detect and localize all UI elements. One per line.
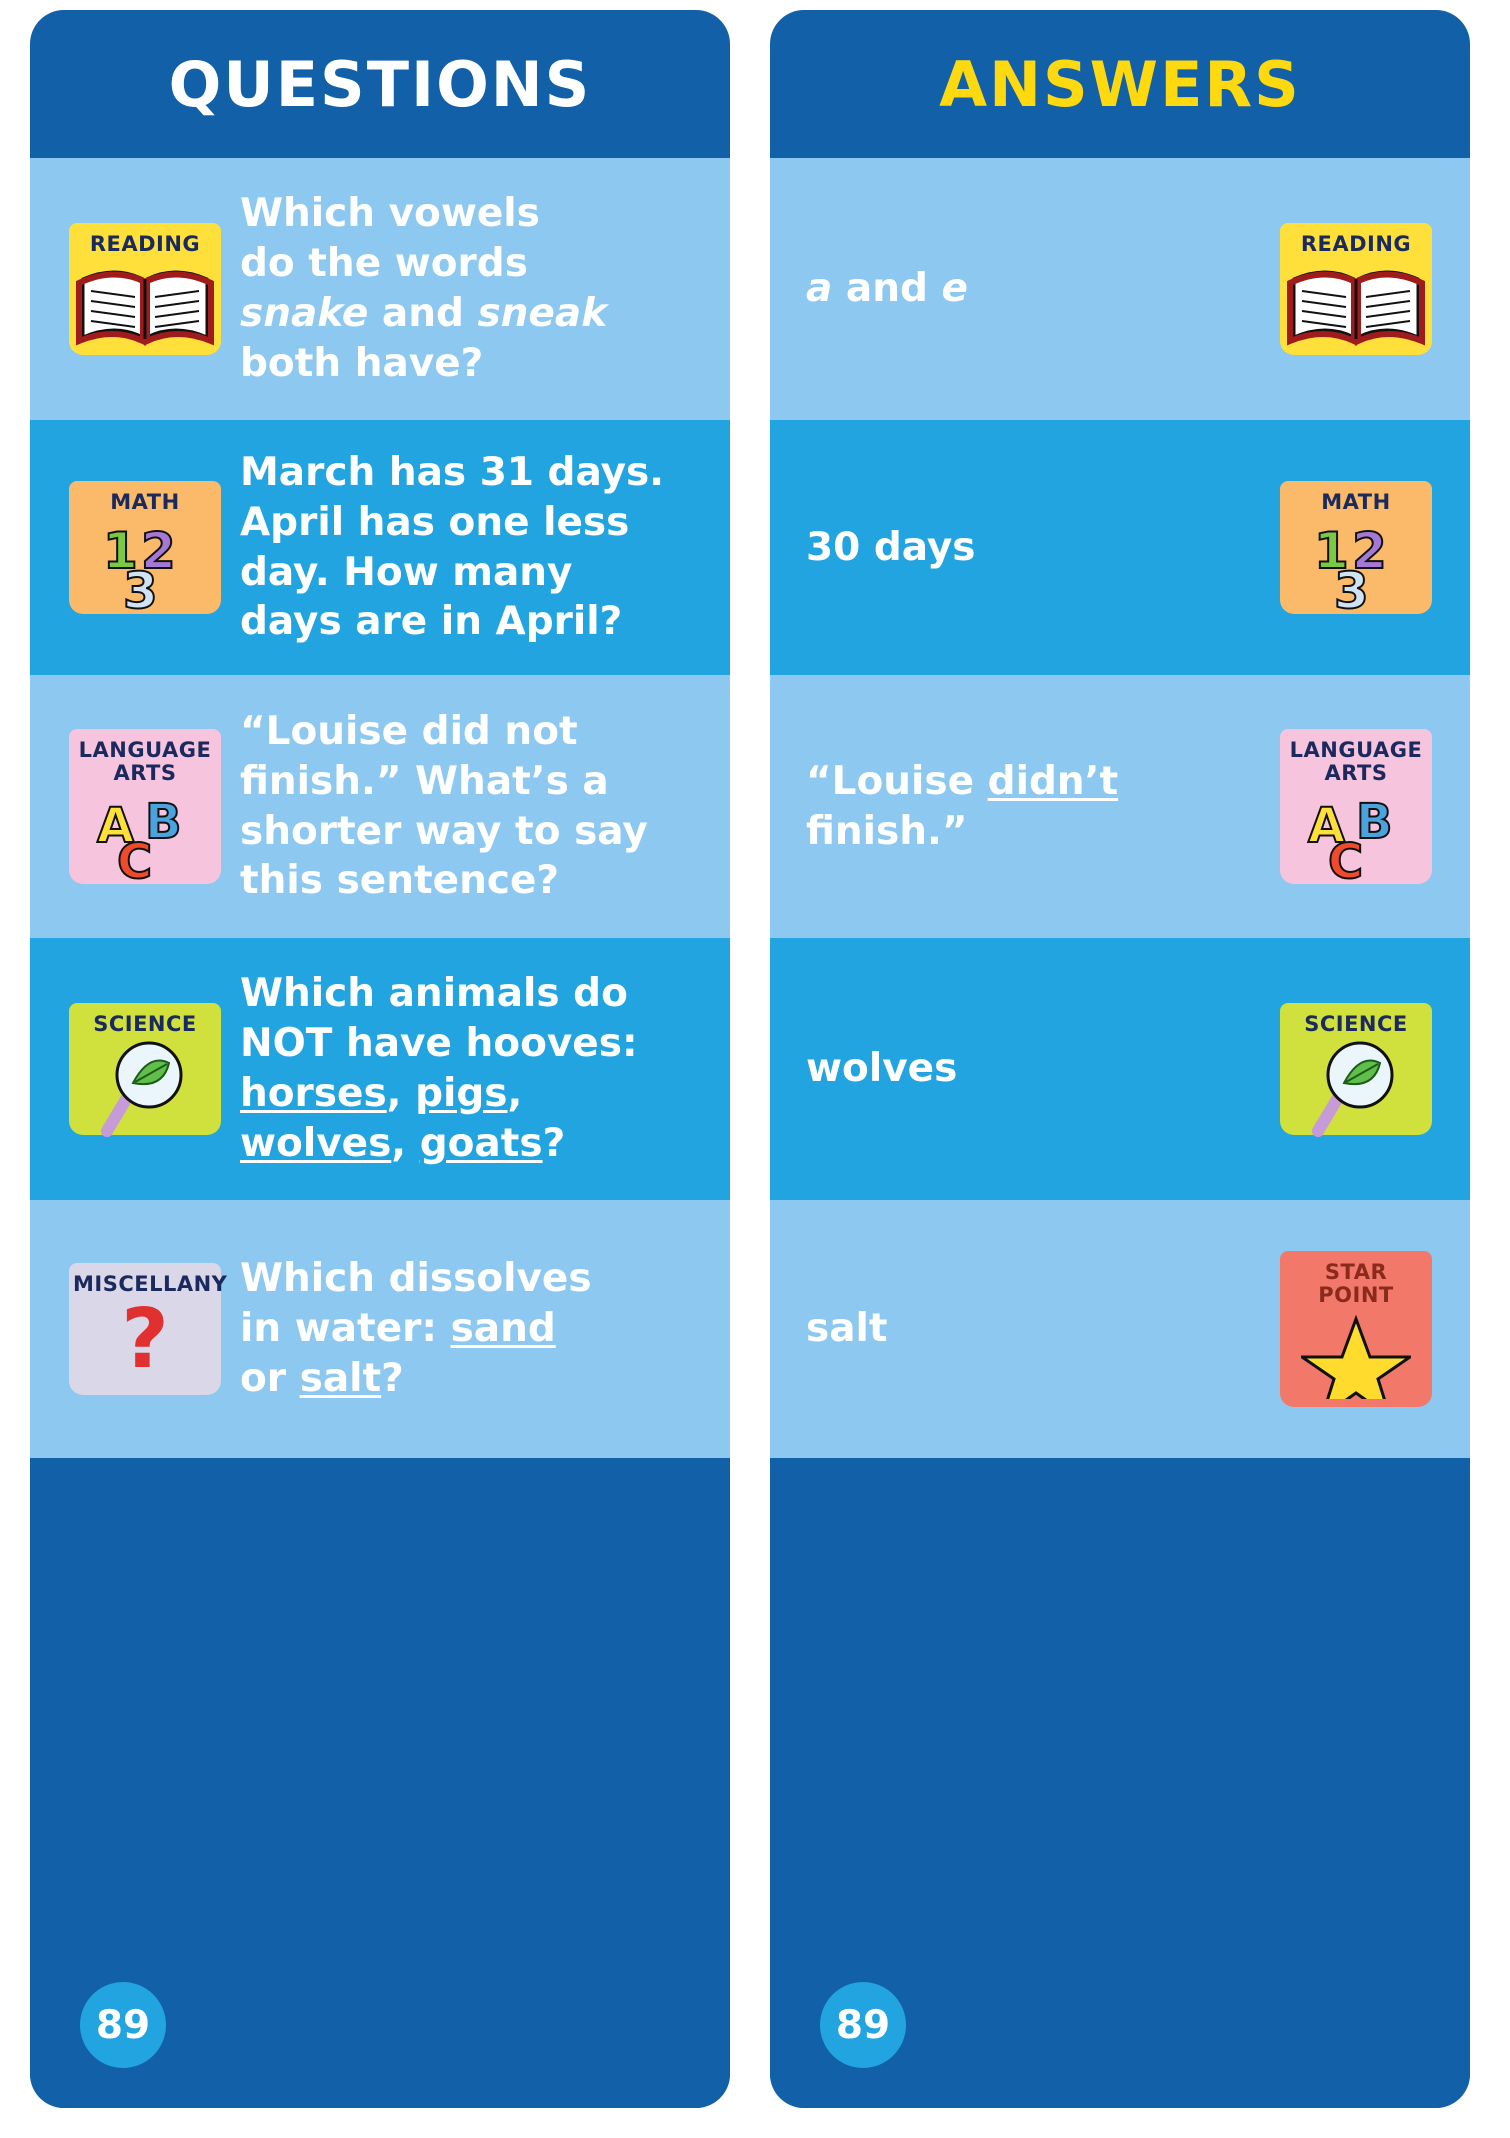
subject-tag-science [69,1003,221,1136]
answer-text: 30 days [806,524,976,570]
page-title: ANSWERS [939,47,1301,121]
subject-tag-miscellany [69,1263,228,1396]
tag-slot [1266,223,1446,356]
answer-row-reading[interactable] [770,158,1470,420]
tag-label: MATH [1321,490,1391,515]
answers-header [770,10,1470,158]
answer-row-star-point[interactable] [770,1200,1470,1458]
question-row-language-arts[interactable] [30,675,730,938]
question-text: “Louise did not finish.” What’s a shorter way to say this sentence? [240,708,648,904]
subject-tag-science [1280,1003,1432,1136]
tag-slot [60,729,230,887]
tag-label: MISCELLANY [73,1271,228,1296]
question-row-miscellany[interactable] [30,1200,730,1458]
subject-tag-math [69,481,221,614]
answer-text: a and e [806,266,968,312]
magnifying-glass-leaf-icon [73,1037,217,1123]
answers-card [770,10,1470,2108]
tag-slot [60,223,230,356]
question-row-math[interactable] [30,420,730,675]
svg-text:A: A [1308,798,1346,855]
subject-tag-reading [1280,223,1432,356]
tag-label: READING [89,231,201,256]
subject-tag-language-arts [1280,729,1432,887]
answers-footer [770,1942,1470,2108]
questions-header [30,10,730,158]
answer-text: wolves [806,1046,958,1092]
star-icon [1284,1309,1428,1395]
tag-label: SCIENCE [93,1011,197,1036]
svg-text:2: 2 [141,521,176,580]
questions-rows [30,158,730,1942]
tag-label: SCIENCE [1304,1011,1408,1036]
tag-slot [1266,1251,1446,1406]
page-title: QUESTIONS [168,47,592,121]
question-row-science[interactable] [30,938,730,1200]
page-number-badge: 89 [80,1982,166,2068]
subject-tag-reading [69,223,221,356]
question-text: Which animals do NOT have hooves: horses, pigs, wolves, goats? [240,971,638,1166]
answer-text: salt [806,1306,888,1352]
subject-tag-star-point [1280,1251,1432,1406]
answer-text: “Louise didn’t finish.” [806,758,1119,854]
answers-rows [770,158,1470,1942]
open-book-icon [73,257,217,343]
page-number-badge: 89 [820,1982,906,2068]
numbers-123-icon [1284,516,1428,616]
abc-blocks-icon [73,786,217,887]
magnifying-glass-leaf-icon [1284,1037,1428,1123]
svg-text:3: 3 [123,561,158,616]
abc-blocks-icon [1284,786,1428,887]
question-text: March has 31 days. April has one less day. How many days are in April? [240,449,665,645]
tag-label: MATH [110,490,180,515]
question-row-reading[interactable] [30,158,730,420]
svg-text:B: B [145,794,182,851]
answer-row-science[interactable] [770,938,1470,1200]
svg-text:B: B [1356,794,1393,851]
svg-text:3: 3 [1334,561,1369,616]
question-text: Which vowels do the words snake and sneak both have? [240,191,608,386]
tag-label: READING [1300,231,1412,256]
tag-slot [60,481,230,614]
questions-footer [30,1942,730,2108]
question-mark-icon: ? [121,1292,169,1388]
answer-row-language-arts[interactable] [770,675,1470,938]
tag-label: STAR POINT [1318,1260,1394,1307]
svg-text:1: 1 [103,521,138,580]
tag-label: LANGUAGE ARTS [78,737,212,785]
subject-tag-math [1280,481,1432,614]
svg-text:C: C [117,834,153,887]
tag-slot [1266,1003,1446,1136]
subject-tag-language-arts [69,729,221,887]
svg-text:A: A [97,798,135,855]
tag-label: LANGUAGE ARTS [1289,737,1423,785]
svg-text:1: 1 [1314,521,1349,580]
svg-text:C: C [1328,834,1364,887]
numbers-123-icon [73,516,217,616]
tag-slot [60,1263,230,1396]
tag-slot [1266,729,1446,887]
question-text: Which dissolves in water: sand or salt? [240,1256,592,1401]
tag-slot [60,1003,230,1136]
svg-text:2: 2 [1352,521,1387,580]
open-book-icon [1284,257,1428,343]
tag-slot [1266,481,1446,614]
questions-card [30,10,730,2108]
answer-row-math[interactable] [770,420,1470,675]
